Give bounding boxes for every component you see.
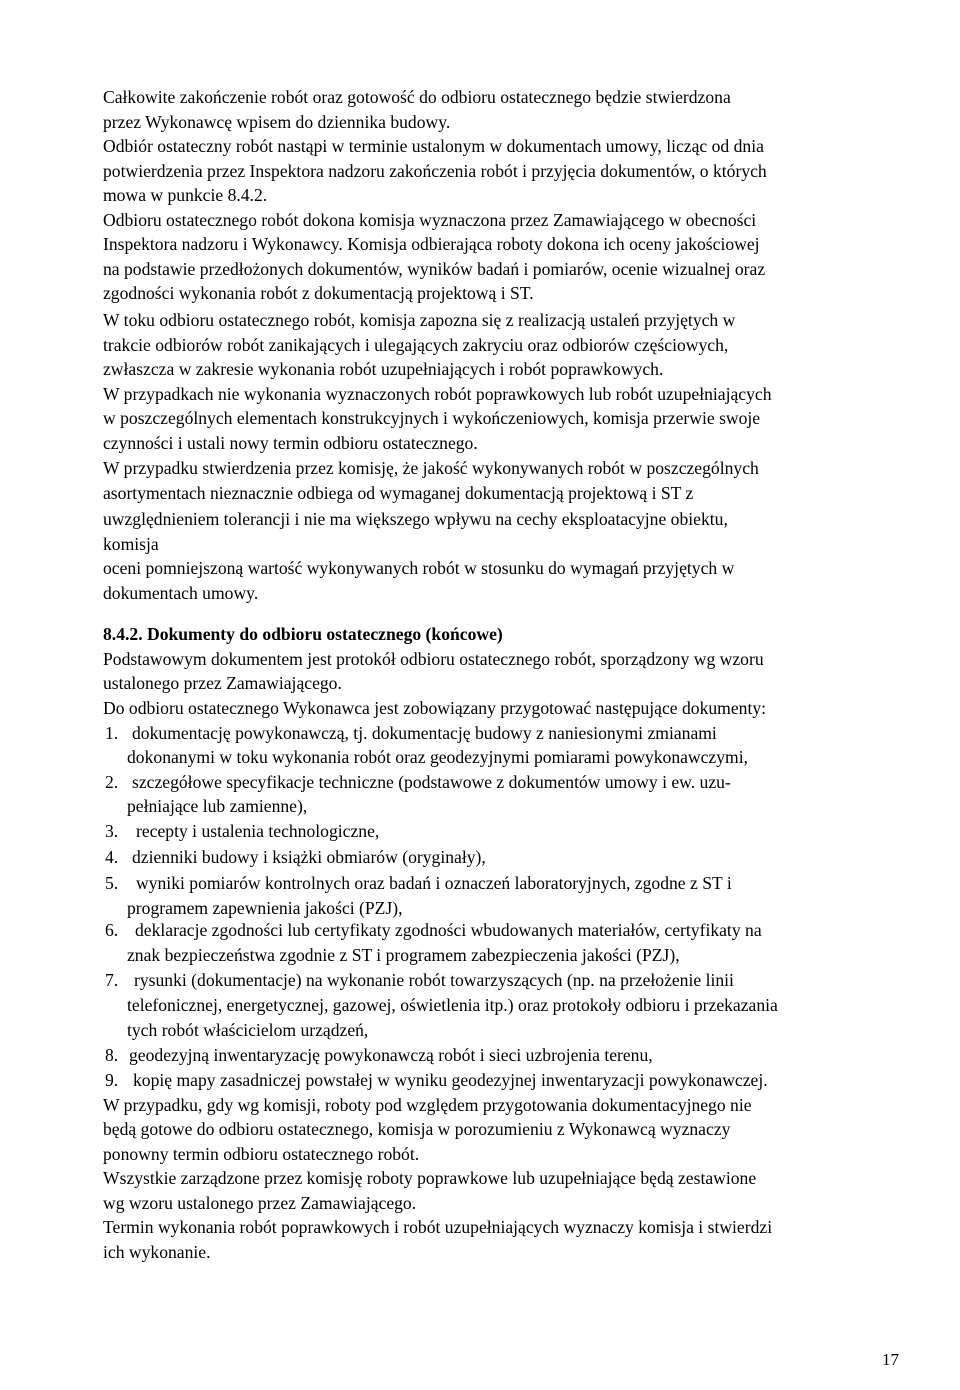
intro-line: potwierdzenia przez Inspektora nadzoru zakończenia robót i przyjęcia dokumentów, o których (103, 161, 767, 181)
intro-line: uwzględnieniem tolerancji i nie ma większego wpływu na cechy eksploatacyjne obiektu, (103, 509, 728, 529)
list-item-number: 9. (105, 1070, 119, 1090)
list-item-text: rysunki (dokumentacje) na wykonanie robót towarzyszących (np. na przełożenie linii (134, 970, 734, 990)
list-item-number: 7. (105, 970, 119, 990)
list-item-text: recepty i ustalenia technologiczne, (136, 821, 380, 841)
intro-line: Inspektora nadzoru i Wykonawcy. Komisja odbierająca roboty dokona ich oceny jakościowej (103, 234, 760, 254)
intro-line: W toku odbioru ostatecznego robót, komisja zapozna się z realizacją ustaleń przyjętych w (103, 310, 736, 330)
intro-line: trakcie odbiorów robót zanikających i ulegających zakryciu oraz odbiorów częściowych, (103, 335, 729, 355)
intro-line: Całkowite zakończenie robót oraz gotowość do odbioru ostatecznego będzie stwierdzona (103, 87, 731, 107)
intro-line: zwłaszcza w zakresie wykonania robót uzupełniających i robót poprawkowych. (103, 359, 664, 379)
intro-line: zgodności wykonania robót z dokumentacją projektową i ST. (103, 283, 534, 303)
intro-line: dokumentach umowy. (103, 583, 259, 603)
intro-line: przez Wykonawcę wpisem do dziennika budowy. (103, 112, 451, 132)
list-item-text: dokonanymi w toku wykonania robót oraz geodezyjnymi pomiarami powykonawczymi, (127, 747, 749, 767)
intro-line: oceni pomniejszoną wartość wykonywanych robót w stosunku do wymagań przyjętych w (103, 558, 735, 578)
list-item-number: 8. (105, 1045, 119, 1065)
list-item-text: telefonicznej, energetycznej, gazowej, oświetlenia itp.) oraz protokoły odbioru i przekazania (127, 995, 778, 1015)
section-line: ponowny termin odbioru ostatecznego robót. (103, 1144, 420, 1164)
list-item-text: geodezyjną inwentaryzację powykonawczą robót i sieci uzbrojenia terenu, (129, 1045, 653, 1065)
intro-line: asortymentach nieznacznie odbiega od wymaganej dokumentacją projektową i ST z (103, 483, 694, 503)
section-line: Do odbioru ostatecznego Wykonawca jest zobowiązany przygotować następujące dokumenty: (103, 698, 767, 718)
section-line: będą gotowe do odbioru ostatecznego, komisja w porozumieniu z Wykonawcą wyznaczy (103, 1119, 731, 1139)
intro-line: W przypadkach nie wykonania wyznaczonych robót poprawkowych lub robót uzupełniających (103, 384, 772, 404)
section-line: Termin wykonania robót poprawkowych i robót uzupełniających wyznaczy komisja i stwierdzi (103, 1217, 773, 1237)
list-item-text: dzienniki budowy i książki obmiarów (oryginały), (132, 847, 486, 867)
section-line: Podstawowym dokumentem jest protokół odbioru ostatecznego robót, sporządzony wg wzoru (103, 649, 764, 669)
list-item-text: wyniki pomiarów kontrolnych oraz badań i oznaczeń laboratoryjnych, zgodne z ST i (136, 873, 732, 893)
intro-line: czynności i ustali nowy termin odbioru ostatecznego. (103, 433, 478, 453)
list-item-text: szczegółowe specyfikacje techniczne (podstawowe z dokumentów umowy i ew. uzu- (132, 772, 731, 792)
section-line: Wszystkie zarządzone przez komisję roboty poprawkowe lub uzupełniające będą zestawione (103, 1168, 757, 1188)
list-item-text: deklaracje zgodności lub certyfikaty zgodności wbudowanych materiałów, certyfikaty na (135, 920, 762, 940)
list-item-number: 5. (105, 873, 119, 893)
intro-line: na podstawie przedłożonych dokumentów, wyników badań i pomiarów, ocenie wizualnej oraz (103, 259, 766, 279)
page-number: 17 (882, 1350, 899, 1369)
list-item-text: tych robót właścicielom urządzeń, (127, 1020, 369, 1040)
list-item-number: 6. (105, 920, 119, 940)
list-item-number: 1. (105, 723, 119, 743)
list-item-text: dokumentację powykonawczą, tj. dokumentację budowy z naniesionymi zmianami (132, 723, 717, 743)
list-item-text: programem zapewnienia jakości (PZJ), (127, 898, 403, 918)
intro-line: mowa w punkcie 8.4.2. (103, 185, 268, 205)
intro-line: Odbioru ostatecznego robót dokona komisja wyznaczona przez Zamawiającego w obecności (103, 210, 757, 230)
section-line: W przypadku, gdy wg komisji, roboty pod względem przygotowania dokumentacyjnego nie (103, 1095, 752, 1115)
intro-line: komisja (103, 534, 159, 554)
list-item-number: 4. (105, 847, 119, 867)
intro-line: w poszczególnych elementach konstrukcyjnych i wykończeniowych, komisja przerwie swoje (103, 408, 761, 428)
intro-line: Odbiór ostateczny robót nastąpi w terminie ustalonym w dokumentach umowy, licząc od dnia (103, 136, 764, 156)
list-item-text: kopię mapy zasadniczej powstałej w wyniku geodezyjnej inwentaryzacji powykonawczej. (133, 1070, 768, 1090)
section-line: ich wykonanie. (103, 1242, 211, 1262)
list-item-text: pełniające lub zamienne), (127, 796, 308, 816)
section-line: wg wzoru ustalonego przez Zamawiającego. (103, 1193, 417, 1213)
intro-line: W przypadku stwierdzenia przez komisję, że jakość wykonywanych robót w poszczególnych (103, 458, 759, 478)
section-heading: 8.4.2. Dokumenty do odbioru ostatecznego (końcowe) (103, 624, 503, 644)
list-item-number: 3. (105, 821, 119, 841)
list-item-number: 2. (105, 772, 119, 792)
section-line: ustalonego przez Zamawiającego. (103, 673, 342, 693)
list-item-text: znak bezpieczeństwa zgodnie z ST i programem zabezpieczenia jakości (PZJ), (127, 945, 680, 965)
